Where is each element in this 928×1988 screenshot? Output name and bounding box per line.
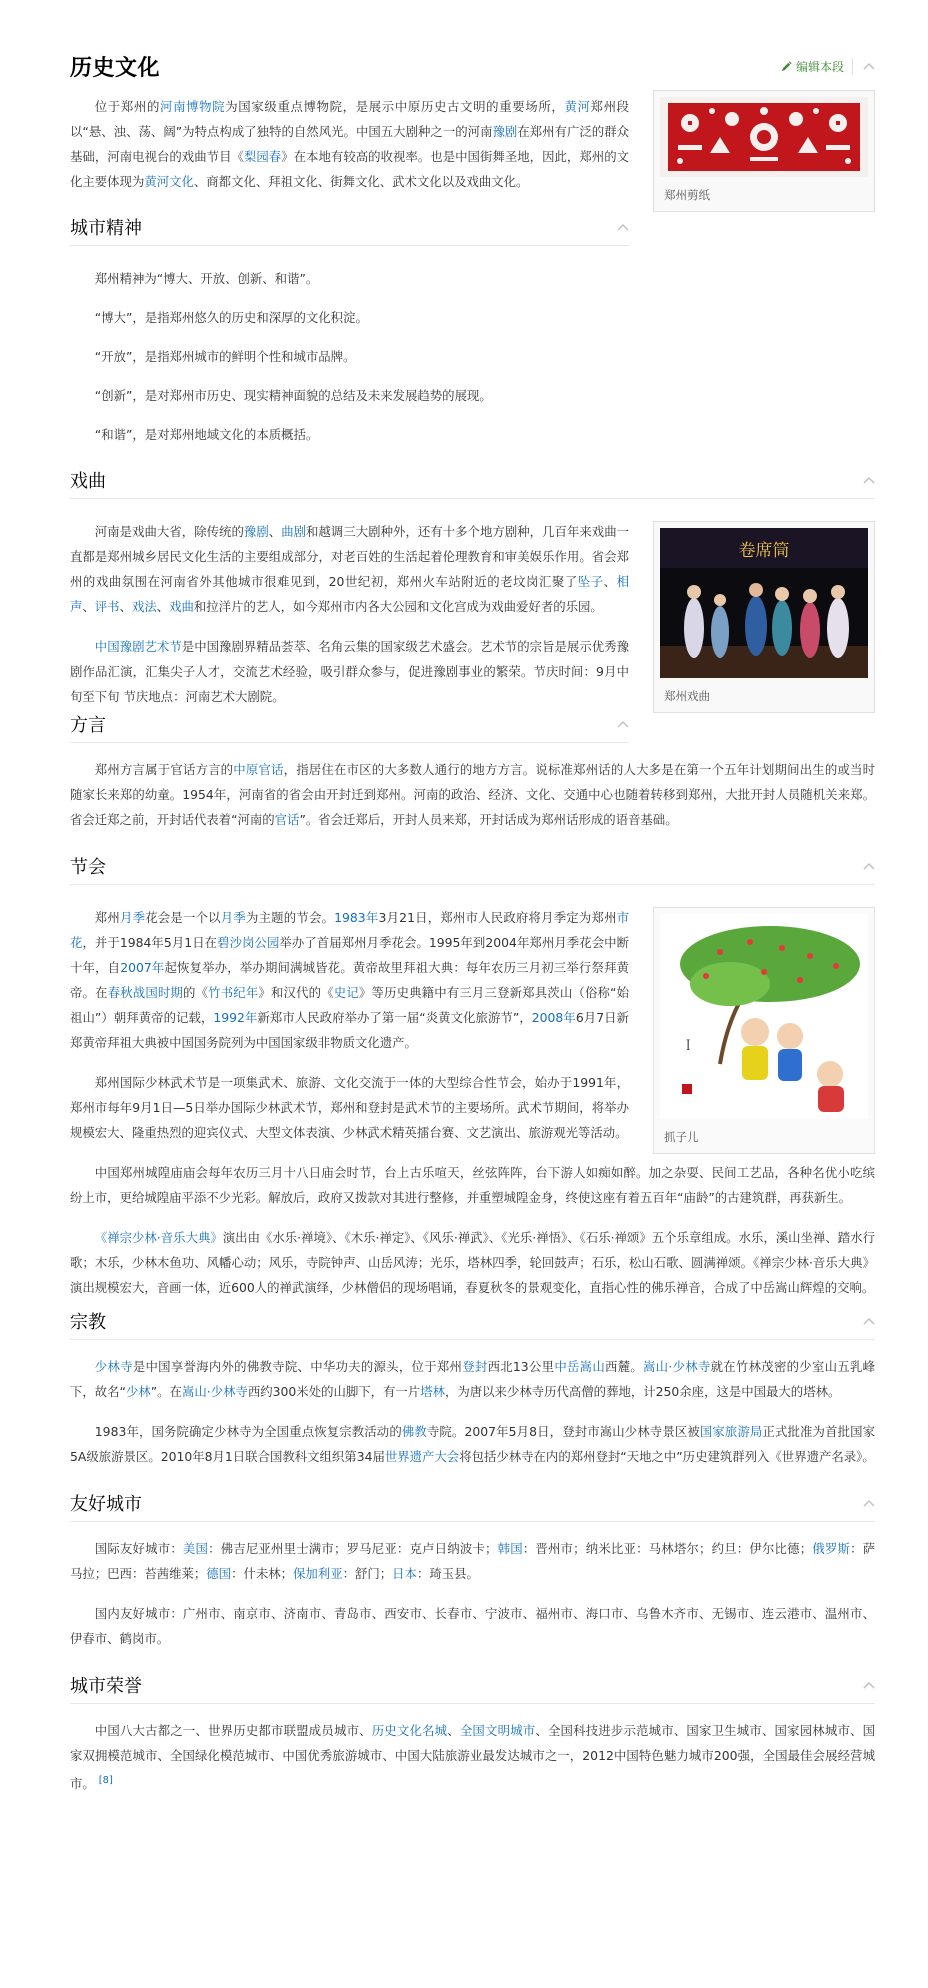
section-header-dialect bbox=[70, 705, 629, 743]
inline-link[interactable]: 黄河文化 bbox=[144, 174, 194, 189]
inline-link[interactable]: 春秋战国时期 bbox=[107, 985, 184, 1000]
honors-text bbox=[70, 1723, 875, 1791]
text-run: 1983年，国务院确定少林寺为全国重点恢复宗教活动的 bbox=[94, 1424, 402, 1439]
text-run: 郑州方言属于官话方言的 bbox=[94, 762, 234, 777]
text-run: ，并于1984年5月1日在 bbox=[82, 935, 218, 950]
opera-banner-text: 卷席筒 bbox=[738, 541, 790, 561]
text-run: 西约300米处的山脚下，有一片 bbox=[247, 1384, 421, 1399]
text-run: ”。省会迁郑后，开封人员来郑，开封话成为郑州话形成的语音基础。 bbox=[299, 812, 678, 827]
text-run: 》在本地有较高的收视率。也是中国街舞圣地，因此，郑州的文化主要体现为 bbox=[70, 149, 630, 189]
spirit-paragraph: “和谐”，是对郑州地域文化的本质概括。 bbox=[94, 427, 319, 442]
text-run: ”。在 bbox=[150, 1384, 182, 1399]
papercut-image bbox=[660, 97, 868, 177]
text-run: 中国八大古都之一、世界历史都市联盟成员城市、 bbox=[94, 1723, 372, 1738]
section-title-religion: 宗教 bbox=[70, 1311, 106, 1333]
text-run: ：琦玉县。 bbox=[416, 1566, 479, 1581]
inline-link[interactable]: 官话 bbox=[274, 812, 300, 827]
inline-link[interactable]: 黄河 bbox=[564, 99, 591, 114]
text-run: 将包括少林寺在内的郑州登封“天地之中”历史建筑群列入《世界遗产名录》。 bbox=[459, 1449, 875, 1464]
section-header-spirit bbox=[70, 208, 629, 246]
chevron-up-icon[interactable] bbox=[607, 715, 629, 733]
kids-image bbox=[660, 914, 868, 1119]
artist-mark: ꟾ bbox=[686, 1040, 691, 1053]
inline-link[interactable]: 中原官话 bbox=[233, 762, 284, 777]
chevron-up-icon[interactable] bbox=[607, 218, 629, 236]
inline-link[interactable]: 嵩山·少林寺 bbox=[643, 1359, 711, 1374]
text-run: 郑州段以“悬、浊、荡、阔”为特点构成了独特的自然风光。中国五大剧种之一的河南 bbox=[70, 99, 630, 139]
section-header-festival bbox=[70, 847, 875, 885]
header-actions bbox=[781, 57, 875, 75]
chevron-up-icon[interactable] bbox=[853, 1676, 875, 1694]
inline-link[interactable]: 《禅宗少林·音乐大典》 bbox=[94, 1230, 223, 1245]
text-run: 西北13公里 bbox=[487, 1359, 555, 1374]
inline-link[interactable]: 俄罗斯 bbox=[812, 1541, 851, 1556]
festival-paragraph: 郑州国际少林武术节是一项集武术、旅游、文化交流于一体的大型综合性节会，始办于1991年，郑州市每年9月1日—5日举办国际少林武术节，郑州和登封是武术节的主要场所。武术节期间，将举办规模宏大、隆重热烈的迎宾仪式、大型文体表演、少林武术精英擂台赛、文艺演出、旅游观光等活动。 bbox=[70, 1075, 629, 1140]
dialect-paragraph bbox=[70, 757, 875, 832]
section-header-opera bbox=[70, 461, 875, 499]
section-header-sister-cities bbox=[70, 1484, 875, 1522]
text-run: 和越调三大剧种外，还有十多个地方剧种，几百年来戏曲一直都是郑州城乡居民文化生活的主要组成部分，对老百姓的生活起着伦理教育和审美娱乐作用。省会郑州的戏曲氛围在河南省外其他城市很难见到，20世纪初，郑州火车站附近的老坟岗汇聚了 bbox=[70, 524, 630, 589]
inline-link[interactable]: 碧沙岗公园 bbox=[217, 935, 280, 950]
spirit-paragraph: “开放”，是指郑州城市的鲜明个性和城市品牌。 bbox=[94, 349, 356, 364]
inline-link[interactable]: 梨园春 bbox=[243, 149, 282, 164]
section-header-honors bbox=[70, 1666, 875, 1704]
inline-link[interactable]: 美国 bbox=[182, 1541, 209, 1556]
festival-paragraph bbox=[70, 1225, 875, 1300]
text-run: 起恢复举办，举办期间满城皆花。黄帝故里拜祖大典：每年农历三月初三举行祭拜黄帝。在 bbox=[70, 960, 629, 1000]
sister-cities-paragraph bbox=[70, 1536, 875, 1586]
chevron-up-icon[interactable] bbox=[853, 471, 875, 489]
text-run: ，为唐以来少林寺历代高僧的葬地，计250余座，这是中国最大的塔林。 bbox=[445, 1384, 841, 1399]
inline-link[interactable]: 相声 bbox=[70, 574, 629, 614]
inline-link[interactable]: 塔林 bbox=[420, 1384, 445, 1399]
inline-link[interactable]: 豫剧 bbox=[492, 124, 518, 139]
history-block bbox=[70, 94, 875, 212]
inline-link[interactable]: 市花 bbox=[70, 910, 630, 950]
inline-link[interactable]: 河南博物院 bbox=[160, 99, 226, 114]
text-run: 就在竹林茂密的少室山五乳峰下，故名“ bbox=[70, 1359, 876, 1399]
text-run: 举办了首届郑州月季花会。1995年到2004年郑州月季花会中断十年，自 bbox=[70, 935, 630, 975]
inline-link[interactable]: 1992年 bbox=[213, 1010, 258, 1025]
section-header-religion bbox=[70, 1302, 875, 1340]
chevron-up-icon[interactable] bbox=[853, 857, 875, 875]
text-run: 寺院。2007年5月8日，登封市嵩山少林寺景区被 bbox=[426, 1424, 700, 1439]
text-run: 郑州 bbox=[94, 910, 120, 925]
festival-paragraph: 中国郑州城隍庙庙会每年农历三月十八日庙会时节，台上古乐喧天，丝弦阵阵，台下游人如痴如醉。加之杂耍、民间工艺品，各种名优小吃缤纷上市，更给城隍庙平添不少光彩。解放后，政府又拨款对其进行整修，并重塑城隍金身，终使这座有着五百年“庙龄”的古建筑群，再获新生。 bbox=[70, 1165, 875, 1205]
text-run: 、 bbox=[603, 574, 617, 589]
inline-link[interactable]: 佛教 bbox=[401, 1424, 427, 1439]
inline-link[interactable]: 戏曲 bbox=[169, 599, 194, 614]
spirit-block bbox=[70, 266, 875, 447]
text-run: ，指居住在市区的大多数人通行的地方方言。说标准郑州话的人大多是在第一个五年计划期间出生的或当时随家长来郑的幼童。1954年，河南省的省会由开封迁到郑州。河南的政治、经济、文化、交通中心也随着转移到郑州，大批开封人员随机关来郑。省会迁郑之前，开封话代表着“河南的 bbox=[70, 762, 876, 827]
text-run: 正式批准为首批国家5A级旅游景区。2010年8月1日联合国教科文组织第34届 bbox=[70, 1424, 876, 1464]
article-header bbox=[70, 52, 875, 80]
section-title-spirit: 城市精神 bbox=[70, 217, 142, 239]
text-run: ：舒门； bbox=[342, 1566, 393, 1581]
text-run: 新郑市人民政府举办了第一届“炎黄文化旅游节”， bbox=[257, 1010, 532, 1025]
inline-link[interactable]: 保加利亚 bbox=[293, 1566, 343, 1581]
inline-link[interactable]: 历史文化名城 bbox=[371, 1723, 448, 1738]
text-run: 和拉洋片的艺人，如今郑州市内各大公园和文化宫成为戏曲爱好者的乐园。 bbox=[193, 599, 603, 614]
text-run: 的《 bbox=[183, 985, 209, 1000]
text-run: 、 bbox=[156, 599, 170, 614]
religion-paragraph bbox=[70, 1419, 875, 1469]
text-run: 国际友好城市： bbox=[94, 1541, 183, 1556]
text-run: ：萨马拉；巴西：苔茜维莱； bbox=[70, 1541, 876, 1581]
festival-block bbox=[70, 905, 875, 1160]
inline-link[interactable]: 豫剧 bbox=[243, 524, 269, 539]
inline-link[interactable]: 少林 bbox=[125, 1384, 151, 1399]
text-run: 位于郑州的 bbox=[94, 99, 161, 114]
inline-link[interactable]: 2008年 bbox=[531, 1010, 576, 1025]
inline-link[interactable]: 德国 bbox=[206, 1566, 232, 1581]
text-run: 为国家级重点博物院，是展示中原历史古文明的重要场所， bbox=[225, 99, 565, 114]
page-title: 历史文化 bbox=[70, 55, 161, 81]
text-run: 、全国科技进步示范城市、国家卫生城市、国家园林城市、国家双拥模范城市、全国绿化模范城市、中国优秀旅游城市、中国大陆旅游业最发达城市之一，2012中国特色魅力城市200强，全国最佳会展经营城市。 bbox=[70, 1723, 876, 1792]
inline-link[interactable]: 中岳嵩山 bbox=[554, 1359, 605, 1374]
inline-link[interactable]: 世界遗产大会 bbox=[384, 1449, 460, 1464]
chevron-up-icon[interactable] bbox=[853, 1312, 875, 1330]
opera-block bbox=[70, 519, 875, 713]
text-run: 西麓。 bbox=[605, 1359, 644, 1374]
kids-figure bbox=[653, 907, 875, 1154]
inline-link[interactable]: 韩国 bbox=[497, 1541, 523, 1556]
text-run: ：佛吉尼亚州里士满市；罗马尼亚：克卢日纳波卡； bbox=[208, 1541, 498, 1556]
pencil-icon bbox=[781, 61, 792, 72]
text-run: 河南是戏曲大省，除传统的 bbox=[94, 524, 244, 539]
honors-paragraph bbox=[70, 1718, 875, 1796]
inline-link[interactable]: 月季 bbox=[220, 910, 246, 925]
inline-link[interactable]: 全国文明城市 bbox=[459, 1723, 536, 1738]
inline-link[interactable]: 2007年 bbox=[120, 960, 165, 975]
inline-link[interactable]: 评书 bbox=[94, 599, 120, 614]
text-run: 》等历史典籍中有三月三登新郑具茨山（俗称“始祖山”）朝拜黄帝的记载， bbox=[70, 985, 630, 1025]
reference-link[interactable]: [8] bbox=[98, 1775, 113, 1786]
edit-label: 编辑本段 bbox=[795, 59, 844, 74]
text-run: 3月21日，郑州市人民政府将月季定为郑州 bbox=[378, 910, 617, 925]
text-run: 是中国豫剧界精品荟萃、名角云集的国家级艺术盛会。艺术节的宗旨是展示优秀豫剧作品汇演，汇集尖子人才，交流艺术经验，吸引群众参与，促进豫剧事业的繁荣。节庆时间：9月中旬至下旬 节庆地点：河南艺术大剧院。 bbox=[70, 639, 629, 704]
text-run: 、 bbox=[82, 599, 95, 614]
inline-link[interactable]: 1983年 bbox=[334, 910, 379, 925]
spirit-paragraph: “博大”，是指郑州悠久的历史和深厚的文化积淀。 bbox=[94, 310, 368, 325]
text-run: 、 bbox=[447, 1723, 460, 1738]
religion-paragraph bbox=[70, 1354, 875, 1404]
text-run: 、 bbox=[119, 599, 132, 614]
text-run: 是中国享誉海内外的佛教寺院、中华功夫的源头，位于郑州 bbox=[132, 1359, 463, 1374]
inline-link[interactable]: 戏法 bbox=[131, 599, 157, 614]
inline-link[interactable]: 中国豫剧艺术节 bbox=[94, 639, 182, 654]
text-run: 为主题的节会。 bbox=[245, 910, 335, 925]
inline-link[interactable]: 月季 bbox=[120, 910, 146, 925]
inline-link[interactable]: 史记 bbox=[333, 985, 359, 1000]
chevron-up-icon[interactable] bbox=[853, 57, 875, 75]
text-run: 在郑州有广泛的群众基础，河南电视台的戏曲节目《 bbox=[70, 124, 630, 164]
section-title-sister-cities: 友好城市 bbox=[70, 1493, 142, 1515]
section-title-dialect: 方言 bbox=[70, 714, 106, 736]
kids-caption: 抓子儿 bbox=[664, 1130, 699, 1144]
text-run: ：什未林； bbox=[231, 1566, 294, 1581]
text-run: 》和汉代的《 bbox=[258, 985, 334, 1000]
inline-link[interactable]: 嵩山·少林寺 bbox=[181, 1384, 248, 1399]
spirit-paragraph: “创新”，是对郑州市历史、现实精神面貌的总结及未来发展趋势的展现。 bbox=[94, 388, 492, 403]
inline-link[interactable]: 登封 bbox=[462, 1359, 488, 1374]
inline-link[interactable]: 曲剧 bbox=[281, 524, 307, 539]
inline-link[interactable]: 少林寺 bbox=[94, 1359, 133, 1374]
section-title-festival: 节会 bbox=[70, 856, 106, 878]
sister-cities-paragraph: 国内友好城市：广州市、南京市、济南市、青岛市、西安市、长春市、宁波市、福州市、海口市、乌鲁木齐市、无锡市、连云港市、温州市、伊春市、鹤岗市。 bbox=[70, 1606, 875, 1646]
text-run: 、商都文化、拜祖文化、街舞文化、武术文化以及戏曲文化。 bbox=[193, 174, 529, 189]
text-run: ：晋州市；纳米比亚：马林塔尔；约旦：伊尔比德； bbox=[522, 1541, 813, 1556]
papercut-figure bbox=[653, 90, 875, 212]
spirit-paragraph: 郑州精神为“博大、开放、创新、和谐”。 bbox=[94, 271, 319, 286]
inline-link[interactable]: 竹书纪年 bbox=[208, 985, 259, 1000]
section-title-opera: 戏曲 bbox=[70, 470, 106, 492]
opera-figure bbox=[653, 521, 875, 713]
text-run: 花会是一个以 bbox=[145, 910, 221, 925]
text-run: 演出由《水乐·禅境》、《木乐·禅定》、《风乐·禅武》、《光乐·禅悟》、《石乐·禅颂》五个乐章组成。水乐，溪山坐禅、踏水行歌；木乐，少林木鱼功、风幡心动；风乐，寺院钟声、山岳风涛；光乐，塔林四季，轮回鼓声；石乐，松山石歌、圆满禅颂。《禅宗少林·音乐大典》演出规模宏大，音画一体，近600人的禅武演绎，少林僧侣的现场唱诵，春夏秋冬的景观变化，直指心性的佛乐禅音，合成了中岳嵩山辉煌的交响。 bbox=[70, 1230, 875, 1295]
inline-link[interactable]: 国家旅游局 bbox=[699, 1424, 763, 1439]
text-run: 6月7日新郑黄帝拜祖大典被中国国务院列为中国国家级非物质文化遗产。 bbox=[70, 1010, 629, 1050]
inline-link[interactable]: 日本 bbox=[392, 1566, 417, 1581]
text-run: 、 bbox=[268, 524, 282, 539]
opera-image bbox=[660, 528, 868, 678]
opera-caption: 郑州戏曲 bbox=[664, 689, 710, 703]
section-title-honors: 城市荣誉 bbox=[70, 1675, 142, 1697]
chevron-up-icon[interactable] bbox=[853, 1494, 875, 1512]
papercut-caption: 郑州剪纸 bbox=[664, 188, 710, 202]
inline-link[interactable]: 坠子 bbox=[577, 574, 604, 589]
edit-section-button[interactable] bbox=[781, 58, 853, 75]
